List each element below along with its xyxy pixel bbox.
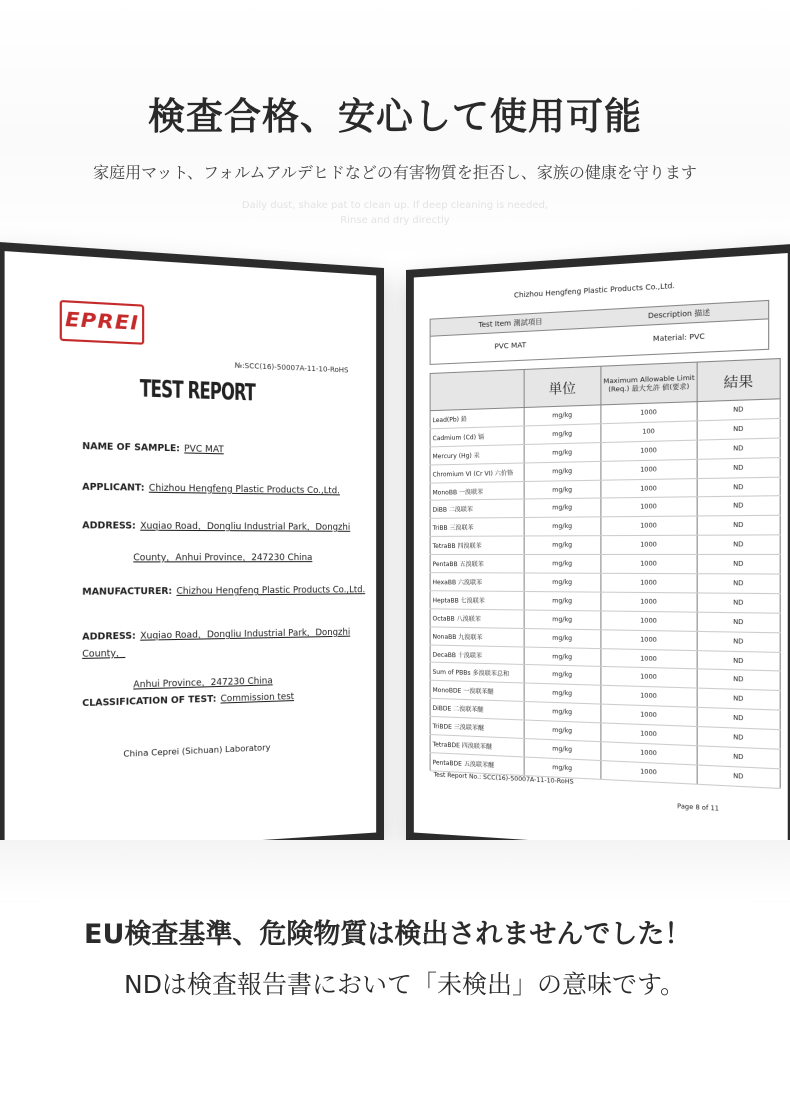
row-unit: mg/kg	[524, 461, 601, 481]
row-limit: 1000	[601, 611, 697, 631]
row-unit: mg/kg	[524, 442, 601, 462]
laboratory-name: China Ceprei (Sichuan) Laboratory	[123, 742, 271, 759]
row-item: MonoBB 一溴联苯	[430, 481, 524, 501]
row-item: TriBB 三溴联苯	[430, 518, 524, 537]
row-item: DiBB 二溴联苯	[430, 499, 524, 518]
row-result: ND	[697, 631, 780, 652]
subheadline: 家庭用マット、フォルムアルデヒドなどの有害物質を拒否し、家族の健康を守ります	[93, 163, 697, 182]
row-unit: mg/kg	[524, 683, 601, 704]
limit-column-header: Maximum Allowable Limit (Req.) 最大允許 値(要求)	[601, 362, 697, 405]
results-page	[414, 253, 788, 857]
applicant-value: Chizhou Hengfeng Plastic Products Co.,Ltd.	[148, 483, 340, 497]
sample-field	[82, 438, 224, 458]
headline: 検査合格、安心して使用可能	[148, 95, 642, 138]
company-name: Chizhou Hengfeng Plastic Products Co.,Ltd.	[513, 281, 675, 300]
report-number: №:SCC(16)-50007A-11-10-RoHS	[234, 361, 349, 375]
row-unit: mg/kg	[524, 647, 601, 667]
row-limit: 1000	[601, 402, 697, 424]
row-item: HeptaBB 七溴联苯	[430, 591, 524, 610]
address2-line-2: Anhui Province，247230 China	[133, 676, 273, 691]
row-unit: mg/kg	[524, 610, 601, 630]
row-item: Chromium VI (Cr VI) 六价铬	[430, 463, 524, 483]
row-limit: 1000	[601, 535, 697, 554]
manufacturer-value: Chizhou Hengfeng Plastic Products Co.,Ltd.	[176, 585, 366, 598]
row-limit: 1000	[601, 478, 697, 498]
row-limit: 1000	[601, 667, 697, 689]
row-result: ND	[697, 477, 780, 498]
row-result: ND	[697, 669, 780, 691]
row-result: ND	[697, 399, 780, 421]
row-unit: mg/kg	[524, 480, 601, 500]
description-value: Material: PVC	[652, 332, 705, 344]
row-result: ND	[697, 746, 780, 769]
row-result: ND	[697, 727, 780, 750]
classification-label: CLASSIFICATION OF TEST:	[82, 694, 217, 710]
row-unit: mg/kg	[524, 405, 601, 426]
bottom-note: NDは検査報告書において「未検出」の意味です。	[124, 970, 685, 999]
row-item: PentaBDE 五溴联苯醚	[430, 753, 524, 776]
row-item: TetraBDE 四溴联苯醚	[430, 735, 524, 757]
description-box	[430, 300, 770, 365]
result-column-header: 結果	[697, 359, 780, 402]
bottom-headline: EU検査基準、危険物質は検出されませんでした！	[84, 919, 692, 950]
row-result: ND	[697, 516, 780, 536]
description-header: Description 描述	[647, 308, 711, 321]
row-unit: mg/kg	[524, 517, 601, 536]
row-item: TriBDE 三溴联苯醚	[430, 717, 524, 739]
row-limit: 1000	[601, 573, 697, 593]
row-result: ND	[697, 593, 780, 613]
faint-caption-1: Daily dust, shake pat to clean up. If deep cleaning is needed,	[241, 200, 549, 211]
address-line-2: County，Anhui Province，247230 China	[133, 552, 313, 564]
row-limit: 1000	[601, 497, 697, 517]
row-limit: 1000	[601, 592, 697, 612]
row-item: TetraBB 四溴联苯	[430, 536, 524, 554]
footer-report-number: Test Report No.: SCC(16)-50007A-11-10-RoHS	[433, 771, 574, 786]
row-unit: mg/kg	[524, 665, 601, 686]
floor-reflection	[0, 840, 790, 900]
footer-page-number: Page 8 of 11	[677, 802, 720, 813]
row-unit: mg/kg	[524, 591, 601, 610]
applicant-field	[82, 479, 340, 499]
row-limit: 1000	[601, 555, 697, 574]
row-result: ND	[697, 438, 780, 459]
address-line-1: Xuqiao Road，Dongliu Industrial Park，Dongzhi	[140, 521, 351, 533]
faint-caption-2: Rinse and dry directly	[340, 215, 450, 226]
row-unit: mg/kg	[524, 424, 601, 445]
row-limit: 1000	[601, 704, 697, 726]
row-result: ND	[697, 555, 780, 574]
applicant-label: APPLICANT:	[82, 482, 145, 494]
row-item: OctaBB 八溴联苯	[430, 609, 524, 629]
address2-line-1: Xuqiao Road，Dongliu Industrial Park，Dongzhi County，	[82, 627, 351, 661]
table-row	[430, 516, 780, 537]
row-item: NonaBB 九溴联苯	[430, 627, 524, 647]
row-limit: 1000	[601, 648, 697, 669]
row-unit: mg/kg	[524, 498, 601, 517]
row-limit: 100	[601, 421, 697, 443]
row-item: Mercury (Hg) 汞	[430, 444, 524, 464]
row-item: Sum of PBBs 多溴联苯总和	[430, 663, 524, 684]
row-limit: 1000	[601, 742, 697, 765]
table-row	[430, 535, 780, 555]
certificate-page	[5, 251, 377, 857]
sample-label: NAME OF SAMPLE:	[82, 441, 180, 455]
eprei-logo: EPREI	[60, 300, 145, 345]
row-unit: mg/kg	[524, 702, 601, 723]
row-result: ND	[697, 496, 780, 516]
row-result: ND	[697, 535, 780, 554]
row-unit: mg/kg	[524, 573, 601, 592]
row-limit: 1000	[601, 686, 697, 708]
address-label: ADDRESS:	[82, 520, 136, 532]
item-column-header	[430, 369, 524, 410]
address-field	[82, 518, 350, 567]
row-limit: 1000	[601, 760, 697, 784]
table-row	[430, 555, 780, 574]
row-result: ND	[697, 650, 780, 671]
results-table	[430, 358, 781, 789]
row-limit: 1000	[601, 440, 697, 461]
row-unit: mg/kg	[524, 536, 601, 555]
row-result: ND	[697, 457, 780, 478]
sample-value: PVC MAT	[184, 444, 224, 456]
address2-label: ADDRESS:	[82, 631, 136, 643]
row-unit: mg/kg	[524, 628, 601, 648]
row-item: DiBDE 二溴联苯醚	[430, 699, 524, 721]
row-item: Cadmium (Cd) 镉	[430, 426, 524, 447]
row-result: ND	[697, 612, 780, 633]
row-result: ND	[697, 765, 780, 788]
row-limit: 1000	[601, 459, 697, 480]
row-unit: mg/kg	[524, 555, 601, 574]
row-result: ND	[697, 418, 780, 440]
unit-column-header: 単位	[524, 366, 601, 407]
results-frame	[406, 244, 790, 867]
certificate-frame	[0, 242, 384, 867]
report-title: TEST REPORT	[139, 376, 256, 407]
row-limit: 1000	[601, 723, 697, 746]
row-item: DecaBB 十溴联苯	[430, 645, 524, 665]
row-result: ND	[697, 688, 780, 710]
row-result: ND	[697, 708, 780, 730]
row-limit: 1000	[601, 629, 697, 650]
row-item: MonoBDE 一溴联苯醚	[430, 681, 524, 702]
row-unit: mg/kg	[524, 757, 601, 779]
row-item: PentaBB 五溴联苯	[430, 555, 524, 573]
row-limit: 1000	[601, 516, 697, 536]
row-unit: mg/kg	[524, 720, 601, 742]
row-item: Lead(Pb) 鉛	[430, 407, 524, 428]
classification-value: Commission test	[220, 691, 295, 705]
row-result: ND	[697, 574, 780, 594]
row-unit: mg/kg	[524, 739, 601, 761]
manufacturer-field	[82, 582, 365, 601]
test-item-header: Test Item 測試項目	[478, 317, 543, 330]
test-item-value: PVC MAT	[494, 341, 527, 351]
row-item: HexaBB 六溴联苯	[430, 573, 524, 592]
manufacturer-label: MANUFACTURER:	[82, 586, 173, 598]
address2-field	[82, 624, 376, 695]
